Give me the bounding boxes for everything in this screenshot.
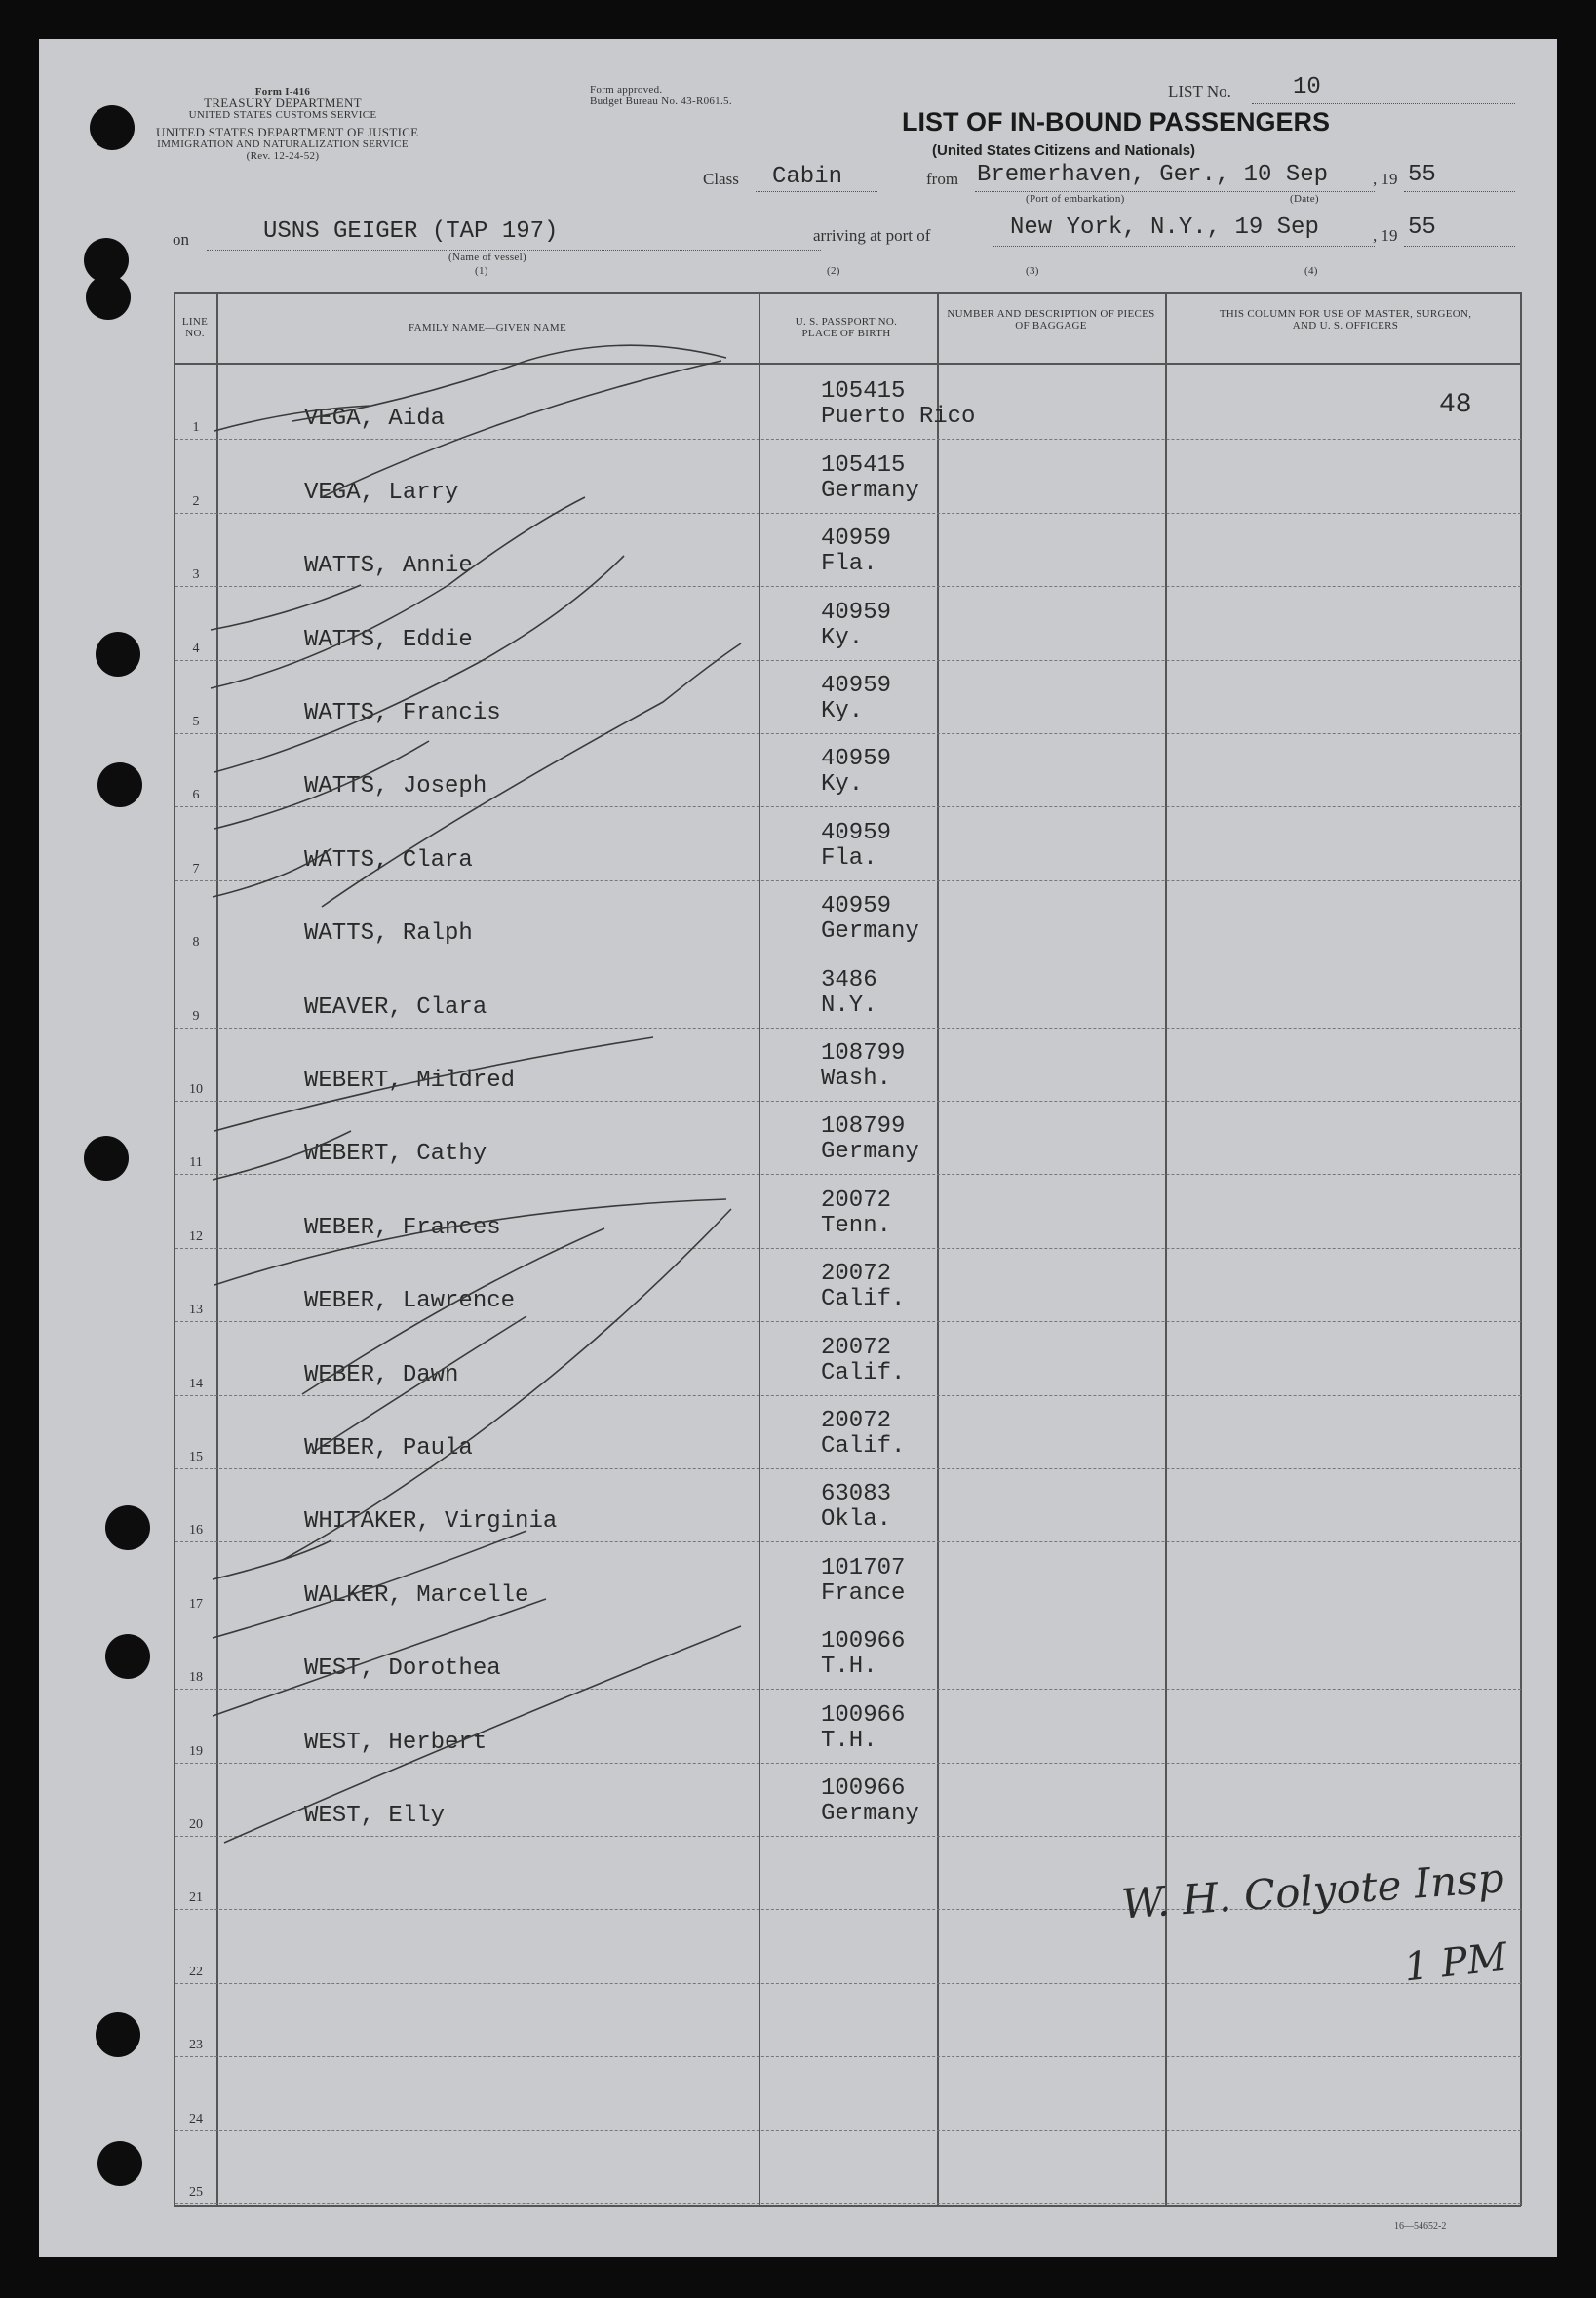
header-baggage: NUMBER AND DESCRIPTION OF PIECES OF BAGGAGE bbox=[947, 308, 1155, 331]
footer-code: 16—54652-2 bbox=[1394, 2221, 1447, 2232]
on-label: on bbox=[173, 230, 189, 249]
punch-hole bbox=[86, 275, 131, 320]
header-name: FAMILY NAME—GIVEN NAME bbox=[409, 322, 566, 333]
embarkation-year: 55 bbox=[1408, 162, 1436, 188]
birthplace: Germany bbox=[821, 918, 919, 946]
birthplace: Germany bbox=[821, 1139, 919, 1166]
punch-hole bbox=[96, 632, 140, 677]
passport-number: 108799 bbox=[821, 1039, 906, 1067]
line-number: 9 bbox=[192, 1008, 200, 1024]
check-stroke bbox=[213, 1540, 331, 1579]
passport-number: 40959 bbox=[821, 893, 892, 920]
check-stroke bbox=[213, 1599, 546, 1716]
birthplace: T.H. bbox=[821, 1727, 877, 1754]
punch-hole bbox=[97, 2141, 142, 2186]
check-strokes bbox=[211, 345, 741, 1843]
officer-note: 48 bbox=[1439, 390, 1472, 421]
passenger-name: WEST, Herbert bbox=[304, 1729, 487, 1756]
punch-hole bbox=[105, 1505, 150, 1550]
check-stroke bbox=[214, 741, 429, 829]
revision-date: (Rev. 12-24-52) bbox=[246, 150, 320, 162]
check-stroke bbox=[322, 361, 721, 497]
immigration-service: IMMIGRATION AND NATURALIZATION SERVICE bbox=[157, 138, 409, 150]
passenger-name: WEBER, Lawrence bbox=[304, 1288, 516, 1315]
col-num-2: (2) bbox=[827, 265, 840, 277]
birthplace: Ky. bbox=[821, 771, 864, 798]
embarkation-year-prefix: , 19 bbox=[1373, 170, 1398, 188]
punch-hole bbox=[90, 105, 135, 150]
check-stroke bbox=[211, 585, 361, 630]
list-no-label: LIST No. bbox=[1168, 82, 1231, 100]
passport-number: 40959 bbox=[821, 526, 892, 553]
line-number: 18 bbox=[189, 1670, 203, 1686]
line-number: 11 bbox=[189, 1155, 203, 1171]
customs-service: UNITED STATES CUSTOMS SERVICE bbox=[188, 109, 377, 121]
passport-number: 40959 bbox=[821, 819, 892, 846]
header-officers: THIS COLUMN FOR USE OF MASTER, SURGEON, AND U. S. OFFICERS bbox=[1219, 308, 1472, 331]
vessel-caption: (Name of vessel) bbox=[448, 252, 526, 263]
line-number: 14 bbox=[189, 1376, 203, 1391]
passenger-name: WATTS, Ralph bbox=[304, 920, 473, 948]
line-number: 13 bbox=[189, 1303, 203, 1318]
line-number: 19 bbox=[189, 1743, 203, 1759]
birthplace: Ky. bbox=[821, 624, 864, 651]
passenger-name: WEST, Dorothea bbox=[304, 1655, 501, 1683]
birthplace: Fla. bbox=[821, 844, 877, 872]
birthplace: Wash. bbox=[821, 1065, 892, 1092]
col-num-1: (1) bbox=[475, 265, 488, 277]
form-approved: Form approved. bbox=[590, 84, 663, 96]
line-number: 15 bbox=[189, 1449, 203, 1464]
check-stroke bbox=[213, 1131, 351, 1180]
line-number: 7 bbox=[192, 861, 200, 876]
passenger-name: WATTS, Clara bbox=[304, 846, 473, 874]
passenger-name: WEBERT, Mildred bbox=[304, 1067, 516, 1094]
check-stroke bbox=[322, 643, 741, 907]
passport-number: 20072 bbox=[821, 1187, 892, 1214]
check-stroke bbox=[213, 848, 331, 897]
passport-number: 100966 bbox=[821, 1628, 906, 1655]
check-stroke bbox=[312, 1316, 526, 1453]
birthplace: Tenn. bbox=[821, 1212, 892, 1239]
line-number: 25 bbox=[189, 2184, 203, 2200]
passenger-name: WATTS, Annie bbox=[304, 553, 473, 580]
arrival-value: New York, N.Y., 19 Sep bbox=[1010, 214, 1319, 241]
passport-number: 20072 bbox=[821, 1407, 892, 1434]
line-number: 22 bbox=[189, 1964, 203, 1979]
birthplace: Calif. bbox=[821, 1432, 906, 1460]
punch-hole bbox=[96, 2012, 140, 2057]
from-label: from bbox=[926, 170, 959, 188]
port-caption: (Port of embarkation) bbox=[1026, 193, 1125, 205]
inspector-initials: 1 PM bbox=[1401, 1934, 1510, 1991]
check-stroke bbox=[211, 497, 585, 688]
vessel-value: USNS GEIGER (TAP 197) bbox=[263, 218, 559, 245]
dept-justice: UNITED STATES DEPARTMENT OF JUSTICE bbox=[156, 125, 419, 139]
birthplace: Ky. bbox=[821, 697, 864, 724]
class-label: Class bbox=[703, 170, 739, 188]
passport-number: 108799 bbox=[821, 1113, 906, 1141]
line-number: 17 bbox=[189, 1596, 203, 1612]
passenger-name: WATTS, Francis bbox=[304, 699, 501, 726]
line-number: 16 bbox=[189, 1523, 203, 1538]
line-number: 24 bbox=[189, 2111, 203, 2126]
arrival-year-prefix: , 19 bbox=[1373, 226, 1398, 245]
col-num-3: (3) bbox=[1026, 265, 1039, 277]
passenger-name: WATTS, Joseph bbox=[304, 773, 487, 800]
passport-number: 40959 bbox=[821, 672, 892, 699]
form-number: Form I-416 bbox=[254, 86, 311, 97]
passenger-name: WEAVER, Clara bbox=[304, 993, 487, 1021]
birthplace: Germany bbox=[821, 477, 919, 504]
check-stroke bbox=[292, 345, 726, 421]
passenger-name: VEGA, Aida bbox=[304, 406, 446, 433]
passenger-name: WEBER, Frances bbox=[304, 1214, 501, 1241]
birthplace: Calif. bbox=[821, 1359, 906, 1386]
check-stroke bbox=[214, 556, 624, 772]
punch-hole bbox=[105, 1634, 150, 1679]
punch-hole bbox=[97, 762, 142, 807]
check-stroke bbox=[214, 406, 370, 431]
passport-number: 101707 bbox=[821, 1554, 906, 1581]
passport-number: 63083 bbox=[821, 1481, 892, 1508]
line-number: 20 bbox=[189, 1816, 203, 1832]
passenger-name: WHITAKER, Virginia bbox=[304, 1508, 558, 1536]
page-title: LIST OF IN-BOUND PASSENGERS bbox=[902, 107, 1331, 136]
line-number: 12 bbox=[189, 1228, 203, 1244]
date-caption: (Date) bbox=[1290, 193, 1319, 205]
check-stroke bbox=[283, 1209, 731, 1560]
list-no-value: 10 bbox=[1293, 74, 1321, 100]
birthplace: T.H. bbox=[821, 1654, 877, 1681]
check-stroke bbox=[214, 1037, 653, 1131]
punch-hole bbox=[84, 1136, 129, 1181]
header-line-no: LINE NO. bbox=[181, 316, 209, 339]
passenger-name: WEBERT, Cathy bbox=[304, 1141, 487, 1168]
line-number: 5 bbox=[192, 714, 200, 729]
line-number: 6 bbox=[192, 788, 200, 803]
birthplace: Calif. bbox=[821, 1286, 906, 1313]
col-num-4: (4) bbox=[1304, 265, 1318, 277]
inspector-signature: W. H. Colyote Insp bbox=[1119, 1853, 1506, 1928]
birthplace: N.Y. bbox=[821, 992, 877, 1019]
line-number: 10 bbox=[189, 1081, 203, 1097]
passenger-name: WEST, Elly bbox=[304, 1802, 446, 1829]
passenger-name: WALKER, Marcelle bbox=[304, 1581, 529, 1609]
document-page bbox=[39, 39, 1557, 2257]
passenger-name: VEGA, Larry bbox=[304, 479, 459, 506]
passport-number: 105415 bbox=[821, 378, 906, 406]
passport-number: 100966 bbox=[821, 1774, 906, 1802]
line-number: 2 bbox=[192, 493, 200, 509]
birthplace: France bbox=[821, 1579, 906, 1607]
line-number: 3 bbox=[192, 567, 200, 583]
page-subtitle: (United States Citizens and Nationals) bbox=[932, 142, 1196, 159]
passport-number: 40959 bbox=[821, 746, 892, 773]
line-number: 4 bbox=[192, 641, 200, 656]
arriving-label: arriving at port of bbox=[813, 226, 931, 245]
arrival-year: 55 bbox=[1408, 214, 1436, 241]
passport-number: 3486 bbox=[821, 966, 877, 993]
passport-number: 40959 bbox=[821, 599, 892, 626]
check-marks bbox=[39, 39, 1557, 2257]
treasury-dept: TREASURY DEPARTMENT bbox=[204, 96, 362, 110]
check-stroke bbox=[224, 1626, 741, 1843]
passenger-name: WEBER, Dawn bbox=[304, 1361, 459, 1388]
class-value: Cabin bbox=[772, 164, 843, 190]
passport-number: 20072 bbox=[821, 1334, 892, 1361]
check-stroke bbox=[214, 1199, 726, 1285]
passport-number: 100966 bbox=[821, 1701, 906, 1729]
passport-number: 105415 bbox=[821, 451, 906, 479]
passenger-name: WEBER, Paula bbox=[304, 1434, 473, 1461]
passport-number: 20072 bbox=[821, 1261, 892, 1288]
birthplace: Fla. bbox=[821, 551, 877, 578]
line-number: 1 bbox=[192, 420, 200, 436]
passenger-name: WATTS, Eddie bbox=[304, 626, 473, 653]
birthplace: Okla. bbox=[821, 1506, 892, 1534]
line-number: 8 bbox=[192, 935, 200, 951]
budget-bureau: Budget Bureau No. 43-R061.5. bbox=[590, 96, 732, 107]
header-passport: U. S. PASSPORT NO. PLACE OF BIRTH bbox=[795, 316, 898, 339]
line-number: 21 bbox=[189, 1890, 203, 1906]
line-number: 23 bbox=[189, 2038, 203, 2053]
birthplace: Puerto Rico bbox=[821, 404, 976, 431]
birthplace: Germany bbox=[821, 1800, 919, 1827]
embarkation-value: Bremerhaven, Ger., 10 Sep bbox=[977, 162, 1329, 188]
